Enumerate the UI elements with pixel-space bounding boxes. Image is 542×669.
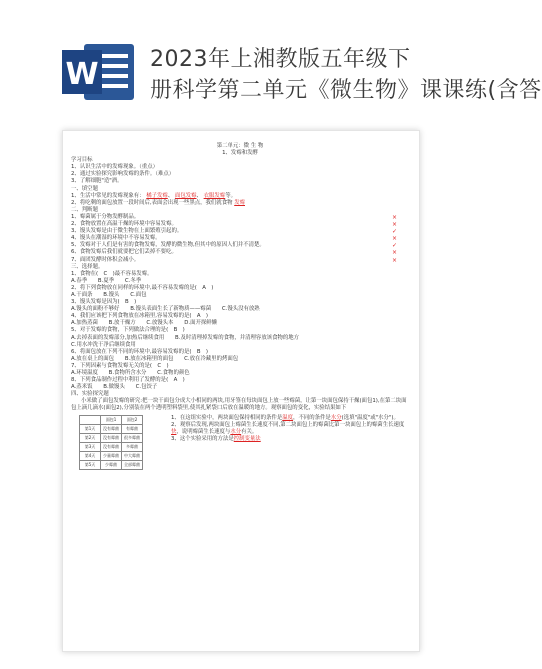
answer: 水分 xyxy=(330,414,342,421)
choice-options: A.蒸米饭 B.做馒头 C.包饺子 xyxy=(71,384,158,391)
unit-title: 第二单元：微 生 物 xyxy=(216,143,264,149)
choice-options: A.环境温度 B.食物所含水分 C.食物的颜色 xyxy=(71,370,190,376)
choice-options: A.放在桌上的面包 B.放在冰箱里的面包 C.放在冷藏里的烤面包 xyxy=(71,355,239,362)
fill-item: 2、将吃剩的面包放置一段时间后,表面会出现一些黑点，我们就食物 发霉 xyxy=(71,199,245,206)
answer-mark: × xyxy=(391,221,397,229)
judge-item: 6、食物发霉后我们就要把它们丢掉不要吃。 × xyxy=(71,249,397,257)
table-cell: 有霉菌 xyxy=(122,424,143,433)
objective-item: 1、认识生活中的发霉现象。（重点） xyxy=(71,164,158,171)
table-cell: 少量霉菌 xyxy=(101,451,122,460)
answer: 快 xyxy=(171,429,177,436)
table-cell: 第2天 xyxy=(80,433,101,442)
answer: 温度 xyxy=(282,414,294,421)
judge-heading: 二、判断题 xyxy=(71,206,98,213)
judge-item: 2、食物放置在高温干燥的环境中容易发霉。 × xyxy=(71,221,397,229)
table-cell: 第5天 xyxy=(80,460,101,469)
choice-options: A.春季 B.夏季 C.冬季 xyxy=(71,277,142,284)
experiment-heading: 四、实验探究题 xyxy=(71,391,109,398)
choice-options: A.加热蒸菌 B.放干燥方 C.放馒头本 D.面开探鲜懒 xyxy=(71,320,218,327)
choice-question: 7、下列因素与食物发霉无关的是( C ) xyxy=(71,362,169,369)
experiment-q2: 2、观察后发现,两块面包上霉菌生长速度不同,第二块面包上的霉菌比第一块面包上的霉菌生长速度快，说明霉菌生长速度与水分有关。 xyxy=(171,421,405,436)
objectives-heading: 学习目标 xyxy=(71,157,93,164)
table-cell: 第4天 xyxy=(80,451,101,460)
fill-heading: 一、填空题 xyxy=(71,185,98,192)
experiment-intro: 小米做了面包发霉的研究:把一块干面包分成大小相同的两块,用牙签在每块面包上放一些霉菌，让第一块面包保持干燥(面包1),在第二块面包上滴几滴水(面包2),分别装在两个透明塑料袋里,使其扎紧袋口后放在温暖的地方。观察面包的变化，实验结果如下 xyxy=(71,398,407,412)
lesson-title: 1、发霉和发酵 xyxy=(222,150,258,157)
table-cell: 少霉菌 xyxy=(101,460,122,469)
choice-question: 1、食物在( C )最不容易发霉。 xyxy=(71,270,153,277)
results-table xyxy=(79,415,143,470)
answer-mark: × xyxy=(391,235,397,243)
answer: 面包发霉 xyxy=(174,192,197,199)
choice-question: 5、对于发霉的食物，下列做法合理的是( B ) xyxy=(71,327,185,334)
page-title-line-1: 2023年上湘教版五年级下 xyxy=(150,47,411,72)
choice-question: 3、馒头发霉是因为( B ) xyxy=(71,299,137,306)
choice-question: 6、将面包放在下列不同的环境中,最容易发霉的是( B ) xyxy=(71,348,209,355)
answer: 水分 xyxy=(230,429,242,436)
answer: 控制变量法 xyxy=(233,436,261,443)
answer-mark: ✓ xyxy=(391,228,397,236)
answer: 橘子发霉 xyxy=(146,192,168,199)
choice-options: A.去掉表面的发霉部分,加热后继续食用 B.及时清理掉发霉的食物，并清理容放该食物的地方 xyxy=(71,334,300,341)
choice-question: 2、将下列食物放在同样的环境中,最不容易发霉的是( A ) xyxy=(71,284,214,291)
objective-item: 2、通过实验探究影响发霉的条件。（难点） xyxy=(71,171,175,178)
table-cell: 没有霉菌 xyxy=(101,442,122,451)
experiment-q1: 1、在这组实验中，两块面包保持相同的条件是温度，不同的条件是水分(选填"温度"或"水分")。 xyxy=(171,414,399,421)
choice-options: A.干面条 B.馒头 C.面包 xyxy=(71,291,147,298)
choice-options: C.用水冲洗干净后继续食用 xyxy=(71,341,136,348)
answer: 衣服发霉 xyxy=(203,192,226,199)
answer-mark: ✓ xyxy=(391,242,397,250)
judge-item: 1、霉菌属于分物发酵制品。 × xyxy=(71,213,397,221)
table-cell: 第1天 xyxy=(80,424,101,433)
experiment-section xyxy=(71,415,409,475)
table-cell: 多霉菌 xyxy=(122,442,143,451)
judge-item: 7、面团发酵时体积会减小。 × xyxy=(71,256,397,264)
choice-heading: 三、选择题。 xyxy=(71,263,104,270)
document-content xyxy=(71,143,409,475)
choice-options: A.馒头的面粉不够好 B.馒头表面生长了新物质——霉菌 C.馒头没有放熟 xyxy=(71,306,260,313)
answer: 发霉 xyxy=(234,199,245,206)
judge-item: 5、发霉对于人们是有害的食物发霉，发酵的微生物,但其中的原因人们并不清楚。 ✓ xyxy=(71,242,397,250)
header xyxy=(0,0,542,128)
word-icon xyxy=(62,42,136,102)
judge-item: 4、馒头在潮湿的环境中不容易发霉。 × xyxy=(71,235,397,243)
answer-mark: × xyxy=(391,213,397,221)
answer-mark: × xyxy=(391,249,397,257)
table-header: 面包2 xyxy=(122,415,143,424)
experiment-q3: 3、这个实验采用的方法是控制变量法 xyxy=(171,436,261,443)
table-cell: 第3天 xyxy=(80,442,101,451)
table-cell: 没有霉菌 xyxy=(101,433,122,442)
choice-question: 8、下列食品制作过程中利用了发酵的是( A ) xyxy=(71,377,185,384)
experiment-questions xyxy=(171,415,407,444)
fill-item: 1、生活中常见的发霉现象有： 橘子发霉、 面包发霉、 衣服发霉等。 xyxy=(71,192,236,199)
objective-item: 3、了解细胞"造"酒。 xyxy=(71,178,123,185)
table-cell: 没有霉菌 xyxy=(101,424,122,433)
table-cell: 中大霉菌 xyxy=(122,451,143,460)
table-cell: 很多霉菌 xyxy=(122,433,143,442)
answer-mark: × xyxy=(391,256,397,264)
choice-question: 4、我们应该把下列食物放在冰箱里,容易发霉的是( A ) xyxy=(71,313,209,320)
page-title-line-2: 册科学第二单元《微生物》课课练(含答 xyxy=(150,78,542,103)
judge-item: 3、馒头发霉是由于微生物在上面繁殖引起的。 ✓ xyxy=(71,228,397,236)
table-cell: 全部霉菌 xyxy=(122,460,143,469)
svg-text:W: W xyxy=(65,57,99,92)
document-page xyxy=(62,130,420,652)
table-header: 面包1 xyxy=(101,415,122,424)
